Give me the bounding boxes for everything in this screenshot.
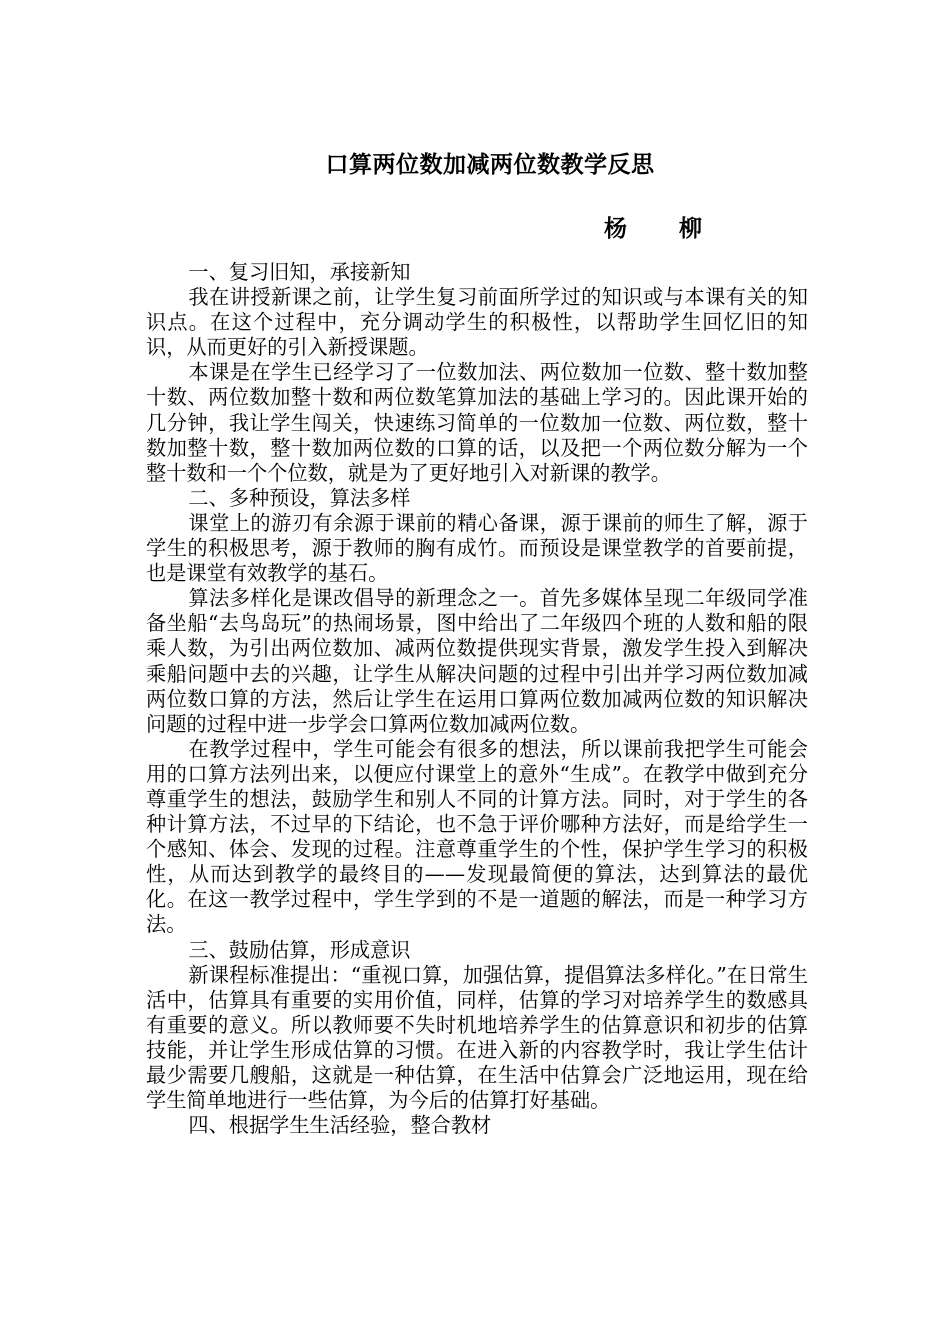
author-name: 杨 柳 — [604, 215, 725, 242]
body-paragraph: 我在讲授新课之前，让学生复习前面所学过的知识或与本课有关的知识点。在这个过程中，充分调动学生的积极性，以帮助学生回忆旧的知识，从而更好的引入新授课题。 — [146, 285, 808, 360]
body-paragraph: 算法多样化是课改倡导的新理念之一。首先多媒体呈现二年级同学准备坐船“去鸟岛玩”的热闹场景，图中给出了二年级四个班的人数和船的限乘人数，为引出两位数加、减两位数提供现实背景，激发学生投入到解决乘船问题中去的兴趣，让学生从解决问题的过程中引出并学习两位数加减两位数口算的方法，然后让学生在运用口算两位数加减两位数的知识解决问题的过程中进一步学会口算两位数加减两位数。 — [146, 586, 808, 736]
body-paragraph: 在教学过程中，学生可能会有很多的想法，所以课前我把学生可能会用的口算方法列出来，以便应付课堂上的意外“生成”。在教学中做到充分尊重学生的想法，鼓励学生和别人不同的计算方法。同时，对于学生的各种计算方法，不过早的下结论，也不急于评价哪种方法好，而是给学生一个感知、体会、发现的过程。注意尊重学生的个性，保护学生学习的积极性，从而达到教学的最终目的——发现最简便的算法，达到算法的最优化。在这一教学过程中，学生学到的不是一道题的解法，而是一种学习方法。 — [146, 736, 808, 937]
body-paragraph: 本课是在学生已经学习了一位数加法、两位数加一位数、整十数加整十数、两位数加整十数和两位数笔算加法的基础上学习的。因此课开始的几分钟，我让学生闯关，快速练习简单的一位数加一位数、两位数，整十数加整十数，整十数加两位数的口算的话，以及把一个两位数分解为一个整十数和一个个位数，就是为了更好地引入对新课的教学。 — [146, 360, 808, 485]
document-body — [146, 260, 808, 1138]
section-heading: 二、多种预设，算法多样 — [188, 485, 411, 510]
section-heading: 三、鼓励估算，形成意识 — [188, 937, 411, 962]
document-title: 口算两位数加减两位数教学反思 — [325, 151, 655, 178]
body-paragraph: 课堂上的游刃有余源于课前的精心备课，源于课前的师生了解，源于学生的积极思考，源于教师的胸有成竹。而预设是课堂教学的首要前提，也是课堂有效教学的基石。 — [146, 510, 808, 586]
section-heading: 一、复习旧知，承接新知 — [188, 260, 411, 284]
body-paragraph: 新课程标准提出：“重视口算，加强估算，提倡算法多样化。”在日常生活中，估算具有重要的实用价值，同样，估算的学习对培养学生的数感具有重要的意义。所以教师要不失时机地培养学生的估算意识和初步的估算技能，并让学生形成估算的习惯。在进入新的内容教学时，我让学生估计最少需要几艘船，这就是一种估算，在生活中估算会广泛地运用，现在给学生简单地进行一些估算，为今后的估算打好基础。 — [146, 962, 808, 1113]
section-heading: 四、根据学生生活经验，整合教材 — [188, 1113, 492, 1138]
